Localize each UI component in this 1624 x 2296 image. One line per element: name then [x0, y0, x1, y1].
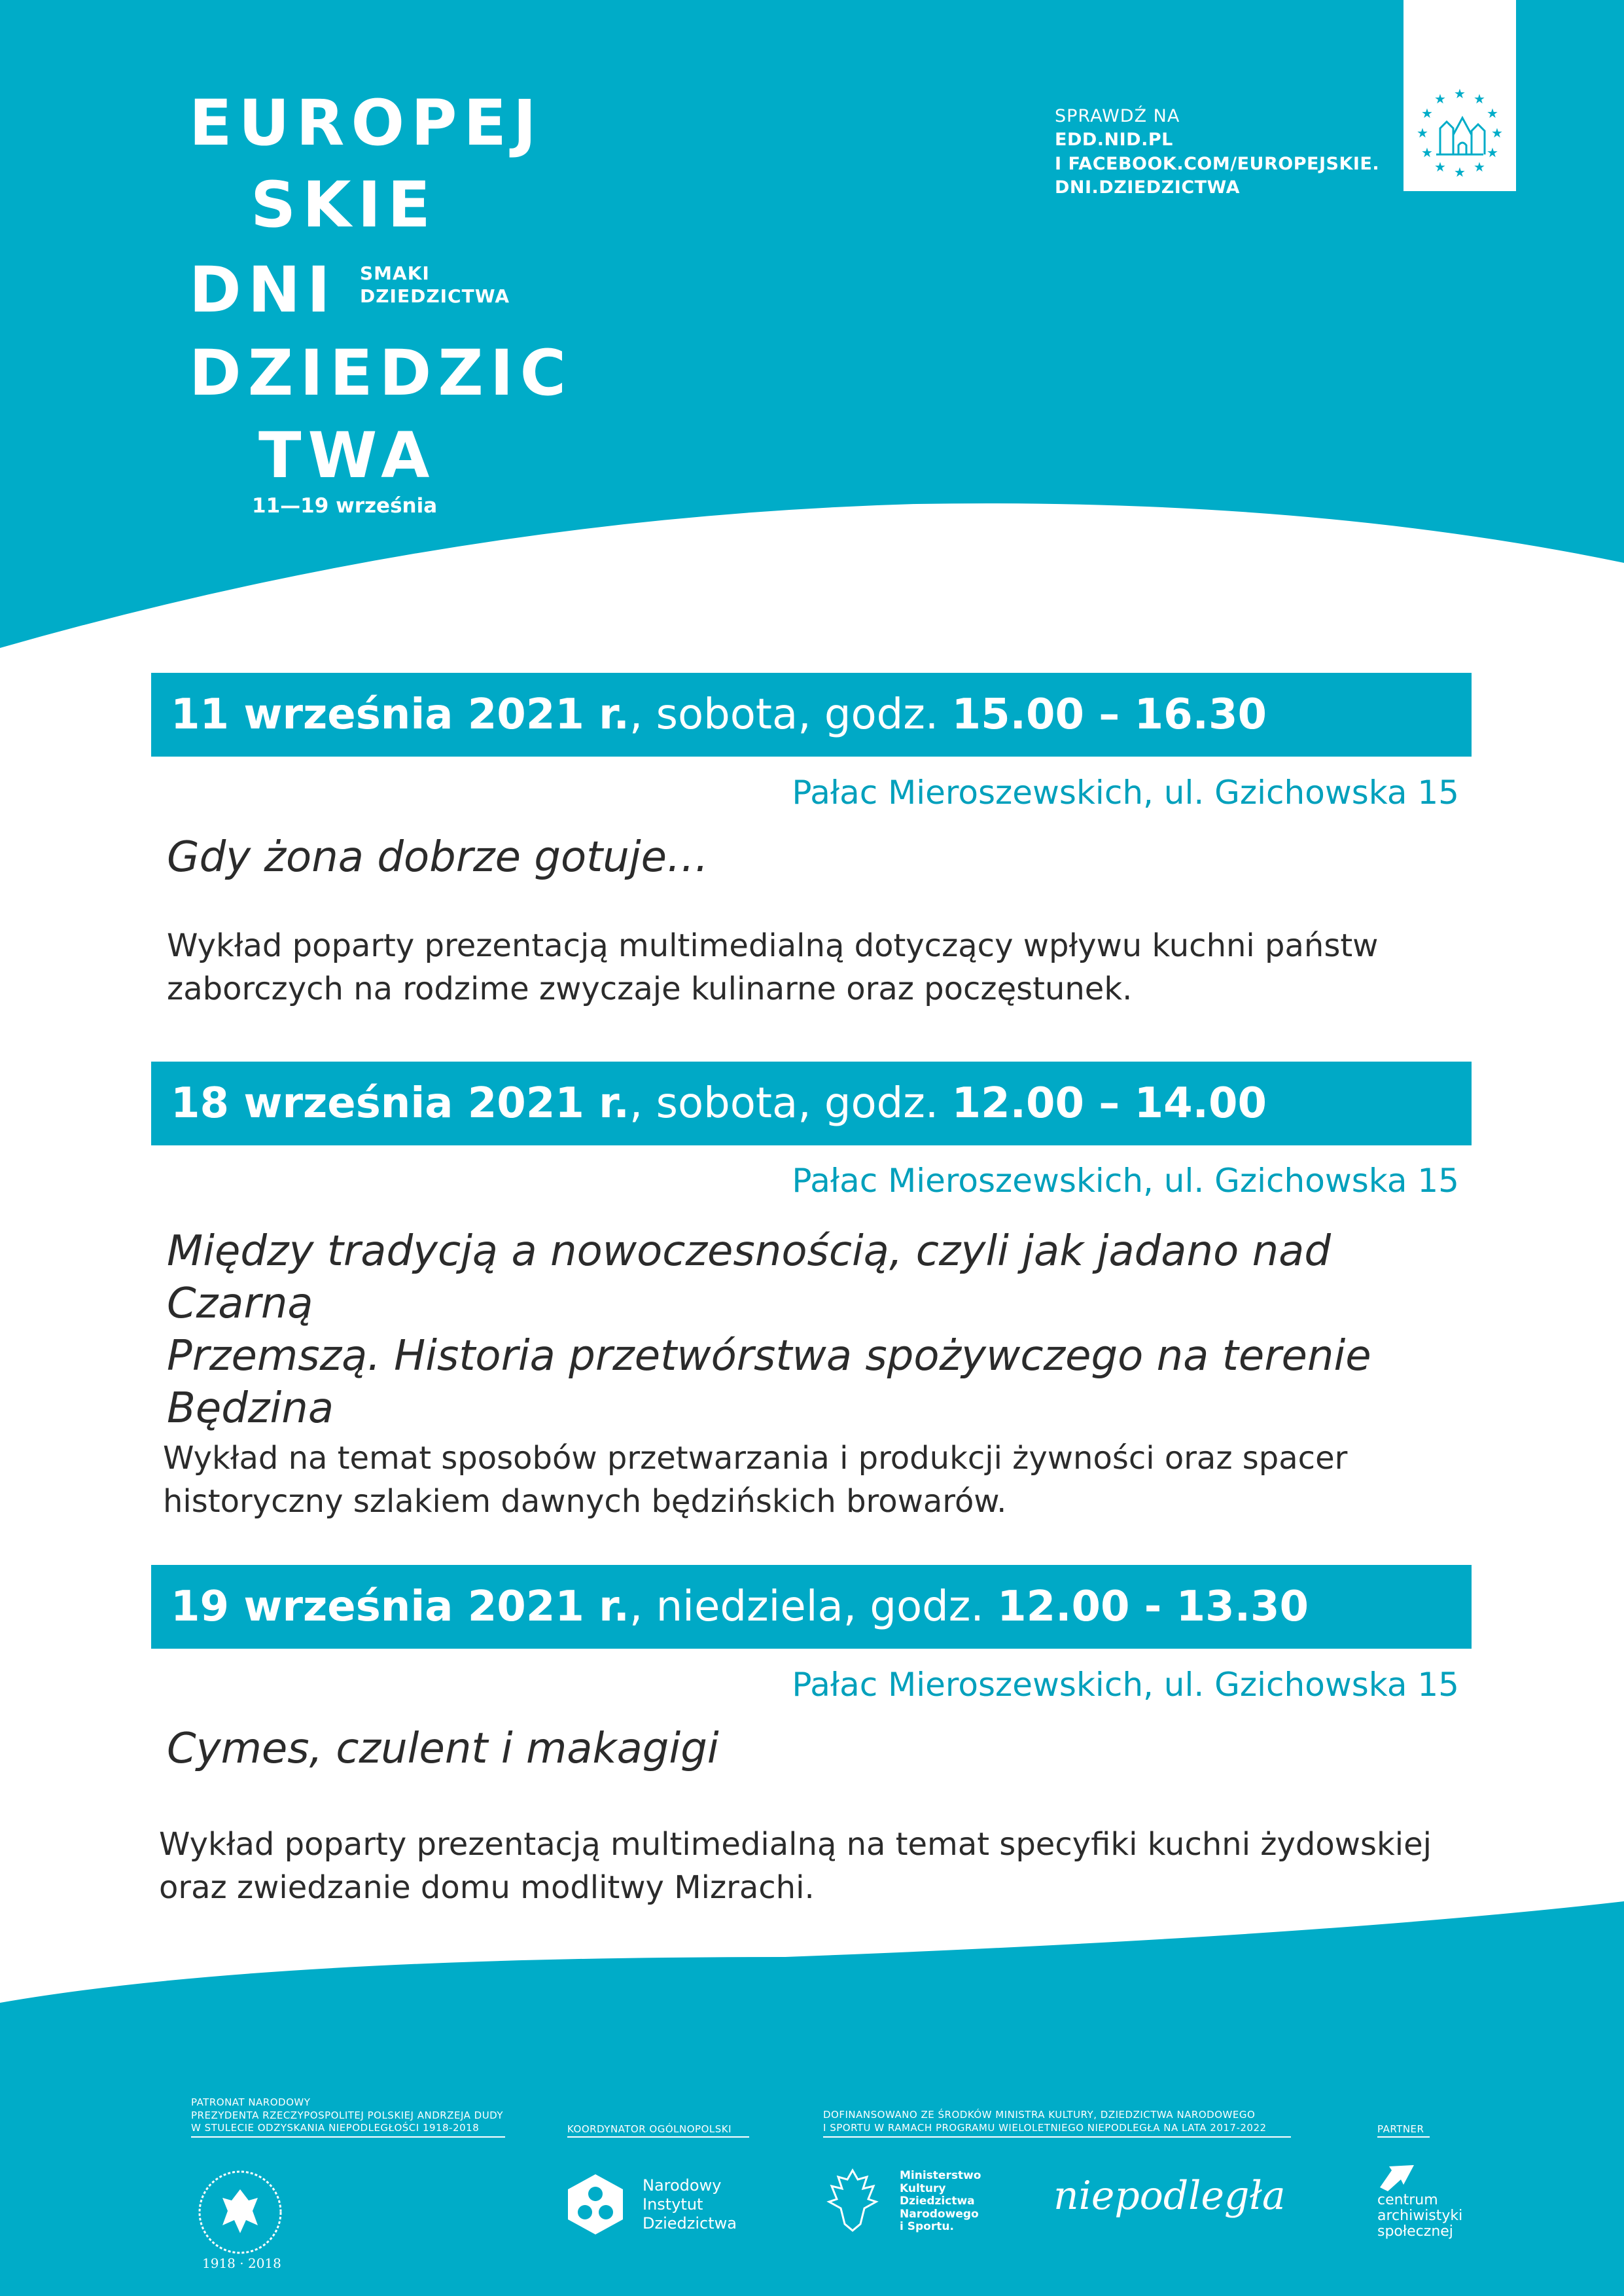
patronage-line-1: PATRONAT NARODOWY	[191, 2096, 311, 2108]
svg-text:★: ★	[1434, 91, 1446, 107]
event-2-description	[163, 1437, 1472, 1523]
edd-emblem	[1403, 0, 1516, 191]
brand-line-1: EUROPEJ	[189, 86, 543, 160]
nid-line-3: Dziedzictwa	[643, 2214, 737, 2233]
event-3-date-bar	[151, 1565, 1472, 1649]
niepodlegla-logo: niepodległa	[1053, 2173, 1286, 2219]
event-2-title	[167, 1225, 1475, 1435]
svg-text:★: ★	[1474, 159, 1485, 175]
patronage-rule	[191, 2136, 505, 2138]
edd-link[interactable]: EDD.NID.PL	[1055, 130, 1173, 151]
nid-name	[643, 2176, 737, 2233]
event-2-desc-line-1: Wykład na temat sposobów przetwarzania i produkcji żywności oraz spacer	[163, 1440, 1348, 1477]
svg-text:★: ★	[1434, 159, 1446, 175]
funding-line-2: I SPORTU W RAMACH PROGRAMU WIELOLETNIEGO NIEPODLEGŁA NA LATA 2017-2022	[823, 2121, 1267, 2134]
nid-line-2: Instytut	[643, 2195, 703, 2214]
partner-name	[1377, 2193, 1462, 2240]
svg-text:★: ★	[1454, 86, 1466, 101]
arrow-icon	[1377, 2161, 1417, 2194]
facebook-link-cont[interactable]: DNI.DZIEDZICTWA	[1055, 177, 1241, 198]
event-1-desc-line-2: zaborczych na rodzime zwyczaje kulinarne oraz poczęstunek.	[167, 971, 1133, 1007]
event-1-time: 15.00 – 16.30	[951, 691, 1267, 739]
check-links	[1055, 105, 1379, 200]
event-2-location: Pałac Mieroszewskich, ul. Gzichowska 15	[792, 1162, 1459, 1200]
subtitle-line-2: DZIEDZICTWA	[360, 285, 510, 307]
event-2-day: , sobota, godz.	[629, 1079, 952, 1128]
subtitle-line-1: SMAKI	[360, 262, 430, 284]
event-2-title-line-2: Przemszą. Historia przetwórstwa spożywczego na terenie	[167, 1332, 1371, 1380]
brand-line-5: TWA	[258, 419, 436, 492]
event-1-date-bar	[151, 673, 1472, 757]
funding-rule	[823, 2136, 1291, 2138]
ministry-line-4: Narodowego	[900, 2207, 979, 2221]
brand-line-4: DZIEDZIC	[189, 336, 573, 410]
event-3-date: 19 września 2021 r.	[171, 1583, 629, 1631]
event-3-desc-line-1: Wykład poparty prezentacją multimedialną na temat specyfiki kuchni żydowskiej	[159, 1826, 1432, 1863]
nid-logo-icon	[563, 2172, 628, 2237]
eagle-emblem-icon	[820, 2165, 885, 2237]
partner-line-3: społecznej	[1377, 2223, 1453, 2240]
ministry-line-3: Dziedzictwa	[900, 2195, 975, 2208]
event-3-location: Pałac Mieroszewskich, ul. Gzichowska 15	[792, 1666, 1459, 1704]
event-2-date-bar	[151, 1062, 1472, 1145]
event-1-location: Pałac Mieroszewskich, ul. Gzichowska 15	[792, 774, 1459, 812]
brand-line-3: DNI	[189, 253, 337, 327]
svg-text:★: ★	[1487, 105, 1498, 121]
partner-line-2: archiwistyki	[1377, 2208, 1463, 2225]
event-2-date: 18 września 2021 r.	[171, 1079, 629, 1128]
svg-text:★: ★	[1491, 125, 1503, 141]
ministry-name	[900, 2170, 981, 2234]
patronage-caption	[191, 2096, 503, 2135]
svg-text:★: ★	[1417, 125, 1428, 141]
patronage-line-3: W STULECIE ODZYSKANIA NIEPODLEGŁOŚCI 1918-2018	[191, 2122, 480, 2134]
coordinator-rule	[567, 2136, 749, 2138]
svg-text:★: ★	[1474, 91, 1485, 107]
event-1-day: , sobota, godz.	[629, 691, 952, 739]
event-3-title: Cymes, czulent i makagigi	[167, 1725, 719, 1773]
ministry-line-1: Ministerstwo	[900, 2169, 981, 2182]
ministry-line-5: i Sportu.	[900, 2220, 954, 2234]
svg-text:★: ★	[1421, 145, 1433, 160]
event-2-time: 12.00 – 14.00	[951, 1079, 1267, 1128]
brand-subtitle	[360, 262, 510, 308]
event-3-day: , niedziela, godz.	[629, 1583, 998, 1631]
event-1-description	[167, 924, 1475, 1011]
event-3-time: 12.00 - 13.30	[997, 1583, 1309, 1631]
seal-years: 1918 · 2018	[202, 2255, 281, 2271]
stars-castle-icon	[1403, 0, 1516, 191]
ministry-line-2: Kultury	[900, 2181, 946, 2195]
funding-line-1: DOFINANSOWANO ZE ŚRODKÓW MINISTRA KULTURY, DZIEDZICTWA NARODOWEGO	[823, 2109, 1256, 2121]
facebook-link[interactable]: I FACEBOOK.COM/EUROPEJSKIE.	[1055, 153, 1380, 174]
event-2-title-line-1: Między tradycją a nowoczesnością, czyli jak jadano nad Czarną	[167, 1227, 1331, 1328]
festival-dates: 11—19 września	[252, 494, 438, 518]
svg-text:★: ★	[1487, 145, 1498, 160]
partner-caption: PARTNER	[1377, 2123, 1424, 2135]
partner-rule	[1377, 2136, 1430, 2138]
presidential-seal-icon	[185, 2160, 296, 2271]
event-3-desc-line-2: oraz zwiedzanie domu modlitwy Mizrachi.	[159, 1869, 815, 1906]
svg-text:★: ★	[1454, 164, 1466, 180]
check-label: SPRAWDŹ NA	[1055, 106, 1180, 126]
patronage-line-2: PREZYDENTA RZECZYPOSPOLITEJ POLSKIEJ ANDRZEJA DUDY	[191, 2109, 504, 2121]
nid-line-1: Narodowy	[643, 2176, 722, 2195]
funding-caption	[823, 2109, 1267, 2134]
event-2-title-line-3: Będzina	[167, 1384, 334, 1433]
coordinator-caption: KOORDYNATOR OGÓLNOPOLSKI	[567, 2123, 732, 2135]
event-1-desc-line-1: Wykład poparty prezentacją multimedialną dotyczący wpływu kuchni państw	[167, 927, 1379, 964]
brand-line-2: SKIE	[251, 168, 437, 242]
event-1-date: 11 września 2021 r.	[171, 691, 629, 739]
event-2-desc-line-2: historyczny szlakiem dawnych będzińskich browarów.	[163, 1483, 1007, 1520]
partner-line-1: centrum	[1377, 2192, 1438, 2208]
event-3-description	[159, 1823, 1468, 1909]
svg-text:★: ★	[1421, 105, 1433, 121]
event-1-title: Gdy żona dobrze gotuje…	[167, 833, 709, 882]
